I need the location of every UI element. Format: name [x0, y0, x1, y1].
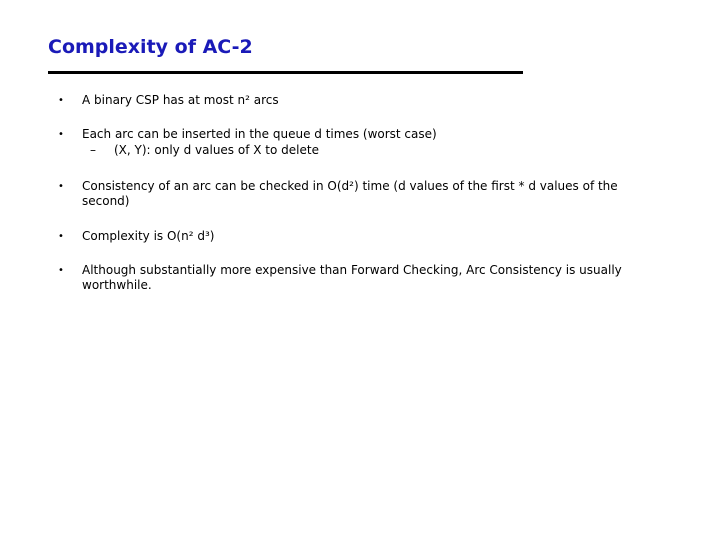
sub-bullet-text: (X, Y): only d values of X to delete	[114, 143, 319, 157]
bullet-text: Each arc can be inserted in the queue d times (worst case)	[82, 127, 437, 141]
bullet-marker: •	[58, 231, 64, 242]
bullet-item	[58, 263, 642, 293]
bullet-item	[58, 229, 642, 244]
sub-bullet-item	[82, 143, 642, 158]
bullet-marker: •	[58, 265, 64, 276]
bullet-marker: •	[58, 129, 64, 140]
bullet-item	[58, 127, 642, 158]
bullet-marker: •	[58, 95, 64, 106]
bullet-text: Although substantially more expensive than Forward Checking, Arc Consistency is usually worthwhile.	[82, 263, 622, 292]
bullet-item	[58, 93, 642, 108]
bullet-text: Complexity is O(n² d³)	[82, 229, 215, 243]
title-underline	[48, 71, 523, 74]
bullet-text: Consistency of an arc can be checked in O(d²) time (d values of the first * d values of the second)	[82, 179, 618, 208]
bullet-text: A binary CSP has at most n² arcs	[82, 93, 279, 107]
slide-title: Complexity of AC-2	[48, 36, 253, 58]
bullet-marker: •	[58, 181, 64, 192]
sub-bullet-marker: –	[90, 143, 96, 157]
bullet-item	[58, 179, 642, 209]
